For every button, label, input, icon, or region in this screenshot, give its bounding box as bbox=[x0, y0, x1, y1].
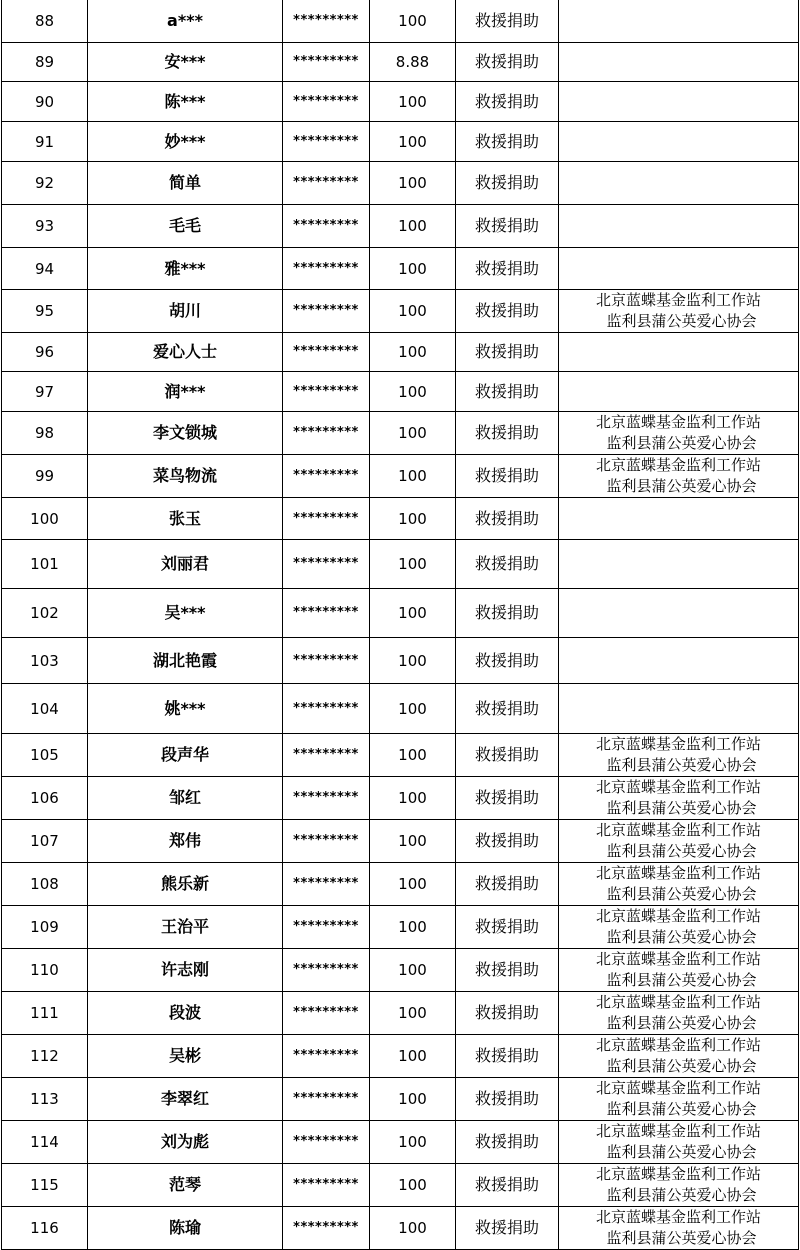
row-number: 104 bbox=[2, 684, 88, 734]
donation-amount: 100 bbox=[370, 1207, 456, 1250]
donor-name: 爱心人士 bbox=[88, 333, 283, 372]
organization-note-line: 监利县蒲公英爱心协会 bbox=[606, 477, 757, 495]
row-number: 103 bbox=[2, 638, 88, 684]
organization-note-line: 监利县蒲公英爱心协会 bbox=[606, 312, 757, 330]
table-row bbox=[2, 863, 799, 906]
table-row bbox=[2, 1207, 799, 1250]
masked-id: ********* bbox=[283, 290, 370, 333]
table-row bbox=[2, 734, 799, 777]
donation-type: 救援捐助 bbox=[456, 589, 559, 638]
organization-note bbox=[559, 949, 799, 992]
donation-type: 救援捐助 bbox=[456, 333, 559, 372]
row-number: 97 bbox=[2, 372, 88, 412]
masked-id: ********* bbox=[283, 162, 370, 205]
organization-note-line: 监利县蒲公英爱心协会 bbox=[606, 1014, 757, 1032]
table-row bbox=[2, 1078, 799, 1121]
donation-amount: 100 bbox=[370, 540, 456, 589]
organization-note-line: 北京蓝蝶基金监利工作站 bbox=[595, 907, 761, 925]
donation-amount: 100 bbox=[370, 820, 456, 863]
organization-note bbox=[559, 162, 799, 205]
masked-id: ********* bbox=[283, 1078, 370, 1121]
table-row bbox=[2, 248, 799, 290]
table-row bbox=[2, 82, 799, 122]
donation-amount: 100 bbox=[370, 205, 456, 248]
donor-name: 妙*** bbox=[88, 122, 283, 162]
masked-id: ********* bbox=[283, 372, 370, 412]
donor-name: 安*** bbox=[88, 43, 283, 82]
donor-name: 陈*** bbox=[88, 82, 283, 122]
row-number: 113 bbox=[2, 1078, 88, 1121]
table-row bbox=[2, 906, 799, 949]
donation-amount: 100 bbox=[370, 248, 456, 290]
row-number: 116 bbox=[2, 1207, 88, 1250]
masked-id: ********* bbox=[283, 412, 370, 455]
row-number: 91 bbox=[2, 122, 88, 162]
row-number: 100 bbox=[2, 498, 88, 540]
masked-id: ********* bbox=[283, 684, 370, 734]
organization-note bbox=[559, 992, 799, 1035]
table-row bbox=[2, 455, 799, 498]
donor-name: 吴*** bbox=[88, 589, 283, 638]
masked-id: ********* bbox=[283, 820, 370, 863]
donation-type: 救援捐助 bbox=[456, 684, 559, 734]
table-row bbox=[2, 1035, 799, 1078]
masked-id: ********* bbox=[283, 333, 370, 372]
donor-name: 吴彬 bbox=[88, 1035, 283, 1078]
donation-type: 救援捐助 bbox=[456, 290, 559, 333]
donation-amount: 100 bbox=[370, 638, 456, 684]
row-number: 98 bbox=[2, 412, 88, 455]
donation-amount: 100 bbox=[370, 777, 456, 820]
organization-note bbox=[559, 372, 799, 412]
organization-note-line: 监利县蒲公英爱心协会 bbox=[606, 756, 757, 774]
row-number: 92 bbox=[2, 162, 88, 205]
organization-note bbox=[559, 1078, 799, 1121]
donation-amount: 100 bbox=[370, 589, 456, 638]
donation-amount: 100 bbox=[370, 949, 456, 992]
row-number: 89 bbox=[2, 43, 88, 82]
masked-id: ********* bbox=[283, 205, 370, 248]
donor-name: 姚*** bbox=[88, 684, 283, 734]
donor-name: 简单 bbox=[88, 162, 283, 205]
donation-type: 救援捐助 bbox=[456, 455, 559, 498]
organization-note bbox=[559, 412, 799, 455]
table-row bbox=[2, 498, 799, 540]
organization-note bbox=[559, 122, 799, 162]
donation-amount: 100 bbox=[370, 684, 456, 734]
table-row bbox=[2, 372, 799, 412]
organization-note-line: 北京蓝蝶基金监利工作站 bbox=[595, 864, 761, 882]
table-row bbox=[2, 0, 799, 43]
organization-note bbox=[559, 0, 799, 43]
organization-note-line: 监利县蒲公英爱心协会 bbox=[606, 434, 757, 452]
donor-name: 王治平 bbox=[88, 906, 283, 949]
organization-note bbox=[559, 455, 799, 498]
donor-name: 毛毛 bbox=[88, 205, 283, 248]
donation-type: 救援捐助 bbox=[456, 820, 559, 863]
organization-note-line: 北京蓝蝶基金监利工作站 bbox=[595, 950, 761, 968]
table-row bbox=[2, 949, 799, 992]
masked-id: ********* bbox=[283, 949, 370, 992]
donation-amount: 100 bbox=[370, 162, 456, 205]
donation-type: 救援捐助 bbox=[456, 906, 559, 949]
table-row bbox=[2, 638, 799, 684]
organization-note-line: 北京蓝蝶基金监利工作站 bbox=[595, 1079, 761, 1097]
donation-type: 救援捐助 bbox=[456, 1164, 559, 1207]
donor-name: a*** bbox=[88, 0, 283, 43]
row-number: 96 bbox=[2, 333, 88, 372]
masked-id: ********* bbox=[283, 638, 370, 684]
donor-name: 郑伟 bbox=[88, 820, 283, 863]
donor-name: 熊乐新 bbox=[88, 863, 283, 906]
table-row bbox=[2, 589, 799, 638]
organization-note bbox=[559, 589, 799, 638]
masked-id: ********* bbox=[283, 1207, 370, 1250]
organization-note-line: 北京蓝蝶基金监利工作站 bbox=[595, 821, 761, 839]
organization-note-line: 北京蓝蝶基金监利工作站 bbox=[595, 456, 761, 474]
donation-type: 救援捐助 bbox=[456, 122, 559, 162]
organization-note-line: 北京蓝蝶基金监利工作站 bbox=[595, 1208, 761, 1226]
donation-type: 救援捐助 bbox=[456, 0, 559, 43]
masked-id: ********* bbox=[283, 777, 370, 820]
row-number: 101 bbox=[2, 540, 88, 589]
donor-name: 范琴 bbox=[88, 1164, 283, 1207]
table-row bbox=[2, 1121, 799, 1164]
row-number: 108 bbox=[2, 863, 88, 906]
organization-note-line: 北京蓝蝶基金监利工作站 bbox=[595, 735, 761, 753]
table-row bbox=[2, 820, 799, 863]
donation-type: 救援捐助 bbox=[456, 248, 559, 290]
organization-note-line: 北京蓝蝶基金监利工作站 bbox=[595, 993, 761, 1011]
donor-name: 李文锁城 bbox=[88, 412, 283, 455]
organization-note bbox=[559, 863, 799, 906]
organization-note bbox=[559, 43, 799, 82]
masked-id: ********* bbox=[283, 540, 370, 589]
organization-note-line: 监利县蒲公英爱心协会 bbox=[606, 842, 757, 860]
masked-id: ********* bbox=[283, 82, 370, 122]
row-number: 112 bbox=[2, 1035, 88, 1078]
donor-name: 刘丽君 bbox=[88, 540, 283, 589]
row-number: 114 bbox=[2, 1121, 88, 1164]
masked-id: ********* bbox=[283, 248, 370, 290]
table-row bbox=[2, 684, 799, 734]
donation-amount: 100 bbox=[370, 498, 456, 540]
donation-amount: 100 bbox=[370, 906, 456, 949]
donation-type: 救援捐助 bbox=[456, 1121, 559, 1164]
organization-note bbox=[559, 684, 799, 734]
donation-type: 救援捐助 bbox=[456, 498, 559, 540]
table-row bbox=[2, 992, 799, 1035]
row-number: 115 bbox=[2, 1164, 88, 1207]
organization-note bbox=[559, 205, 799, 248]
donation-type: 救援捐助 bbox=[456, 777, 559, 820]
donation-amount: 100 bbox=[370, 412, 456, 455]
donation-type: 救援捐助 bbox=[456, 638, 559, 684]
donor-name: 邹红 bbox=[88, 777, 283, 820]
organization-note-line: 北京蓝蝶基金监利工作站 bbox=[595, 778, 761, 796]
row-number: 106 bbox=[2, 777, 88, 820]
donation-type: 救援捐助 bbox=[456, 540, 559, 589]
organization-note-line: 北京蓝蝶基金监利工作站 bbox=[595, 413, 761, 431]
masked-id: ********* bbox=[283, 589, 370, 638]
organization-note bbox=[559, 540, 799, 589]
donor-name: 许志刚 bbox=[88, 949, 283, 992]
row-number: 99 bbox=[2, 455, 88, 498]
organization-note-line: 监利县蒲公英爱心协会 bbox=[606, 971, 757, 989]
donor-name: 湖北艳霞 bbox=[88, 638, 283, 684]
donation-amount: 100 bbox=[370, 1035, 456, 1078]
table-row bbox=[2, 162, 799, 205]
organization-note bbox=[559, 1207, 799, 1250]
organization-note-line: 监利县蒲公英爱心协会 bbox=[606, 1100, 757, 1118]
masked-id: ********* bbox=[283, 734, 370, 777]
donor-name: 胡川 bbox=[88, 290, 283, 333]
masked-id: ********* bbox=[283, 0, 370, 43]
donation-type: 救援捐助 bbox=[456, 992, 559, 1035]
donation-type: 救援捐助 bbox=[456, 1078, 559, 1121]
donor-name: 张玉 bbox=[88, 498, 283, 540]
donation-amount: 100 bbox=[370, 0, 456, 43]
organization-note-line: 北京蓝蝶基金监利工作站 bbox=[595, 1122, 761, 1140]
organization-note-line: 监利县蒲公英爱心协会 bbox=[606, 1229, 757, 1247]
donation-type: 救援捐助 bbox=[456, 43, 559, 82]
donation-amount: 100 bbox=[370, 82, 456, 122]
masked-id: ********* bbox=[283, 1035, 370, 1078]
organization-note bbox=[559, 82, 799, 122]
donation-amount: 100 bbox=[370, 992, 456, 1035]
donation-type: 救援捐助 bbox=[456, 372, 559, 412]
table-row bbox=[2, 122, 799, 162]
donor-name: 雅*** bbox=[88, 248, 283, 290]
donation-type: 救援捐助 bbox=[456, 205, 559, 248]
donor-name: 段波 bbox=[88, 992, 283, 1035]
donation-type: 救援捐助 bbox=[456, 82, 559, 122]
donation-amount: 100 bbox=[370, 1078, 456, 1121]
organization-note-line: 监利县蒲公英爱心协会 bbox=[606, 1143, 757, 1161]
donation-amount: 100 bbox=[370, 863, 456, 906]
table-row bbox=[2, 333, 799, 372]
donation-amount: 100 bbox=[370, 734, 456, 777]
table-row bbox=[2, 290, 799, 333]
row-number: 93 bbox=[2, 205, 88, 248]
organization-note-line: 监利县蒲公英爱心协会 bbox=[606, 1186, 757, 1204]
row-number: 105 bbox=[2, 734, 88, 777]
organization-note bbox=[559, 820, 799, 863]
masked-id: ********* bbox=[283, 1121, 370, 1164]
donor-name: 润*** bbox=[88, 372, 283, 412]
organization-note bbox=[559, 1164, 799, 1207]
organization-note bbox=[559, 777, 799, 820]
donation-amount: 100 bbox=[370, 372, 456, 412]
donor-name: 段声华 bbox=[88, 734, 283, 777]
table-row bbox=[2, 1164, 799, 1207]
donation-type: 救援捐助 bbox=[456, 863, 559, 906]
donation-amount: 100 bbox=[370, 122, 456, 162]
donation-type: 救援捐助 bbox=[456, 412, 559, 455]
organization-note bbox=[559, 638, 799, 684]
row-number: 107 bbox=[2, 820, 88, 863]
donation-amount: 100 bbox=[370, 290, 456, 333]
masked-id: ********* bbox=[283, 992, 370, 1035]
organization-note bbox=[559, 290, 799, 333]
donation-type: 救援捐助 bbox=[456, 1035, 559, 1078]
donor-name: 李翠红 bbox=[88, 1078, 283, 1121]
table-body bbox=[2, 0, 799, 1250]
organization-note bbox=[559, 1035, 799, 1078]
masked-id: ********* bbox=[283, 498, 370, 540]
donation-amount: 100 bbox=[370, 1121, 456, 1164]
organization-note bbox=[559, 906, 799, 949]
row-number: 102 bbox=[2, 589, 88, 638]
organization-note bbox=[559, 498, 799, 540]
organization-note bbox=[559, 248, 799, 290]
organization-note bbox=[559, 734, 799, 777]
organization-note bbox=[559, 333, 799, 372]
row-number: 88 bbox=[2, 0, 88, 43]
table-row bbox=[2, 205, 799, 248]
organization-note-line: 监利县蒲公英爱心协会 bbox=[606, 799, 757, 817]
organization-note-line: 监利县蒲公英爱心协会 bbox=[606, 885, 757, 903]
organization-note-line: 监利县蒲公英爱心协会 bbox=[606, 1057, 757, 1075]
donation-amount: 8.88 bbox=[370, 43, 456, 82]
row-number: 110 bbox=[2, 949, 88, 992]
masked-id: ********* bbox=[283, 43, 370, 82]
organization-note-line: 北京蓝蝶基金监利工作站 bbox=[595, 1036, 761, 1054]
masked-id: ********* bbox=[283, 122, 370, 162]
masked-id: ********* bbox=[283, 863, 370, 906]
row-number: 95 bbox=[2, 290, 88, 333]
donor-name: 陈瑜 bbox=[88, 1207, 283, 1250]
donation-table bbox=[1, 0, 799, 1250]
table-row bbox=[2, 777, 799, 820]
table-row bbox=[2, 540, 799, 589]
organization-note-line: 监利县蒲公英爱心协会 bbox=[606, 928, 757, 946]
masked-id: ********* bbox=[283, 1164, 370, 1207]
donation-type: 救援捐助 bbox=[456, 162, 559, 205]
organization-note-line: 北京蓝蝶基金监利工作站 bbox=[595, 1165, 761, 1183]
row-number: 109 bbox=[2, 906, 88, 949]
row-number: 94 bbox=[2, 248, 88, 290]
donation-type: 救援捐助 bbox=[456, 1207, 559, 1250]
organization-note bbox=[559, 1121, 799, 1164]
row-number: 111 bbox=[2, 992, 88, 1035]
masked-id: ********* bbox=[283, 455, 370, 498]
organization-note-line: 北京蓝蝶基金监利工作站 bbox=[595, 291, 761, 309]
donation-amount: 100 bbox=[370, 1164, 456, 1207]
donation-type: 救援捐助 bbox=[456, 949, 559, 992]
row-number: 90 bbox=[2, 82, 88, 122]
donor-name: 刘为彪 bbox=[88, 1121, 283, 1164]
donation-amount: 100 bbox=[370, 333, 456, 372]
table-row bbox=[2, 412, 799, 455]
masked-id: ********* bbox=[283, 906, 370, 949]
donor-name: 菜鸟物流 bbox=[88, 455, 283, 498]
donation-amount: 100 bbox=[370, 455, 456, 498]
donation-type: 救援捐助 bbox=[456, 734, 559, 777]
table-row bbox=[2, 43, 799, 82]
